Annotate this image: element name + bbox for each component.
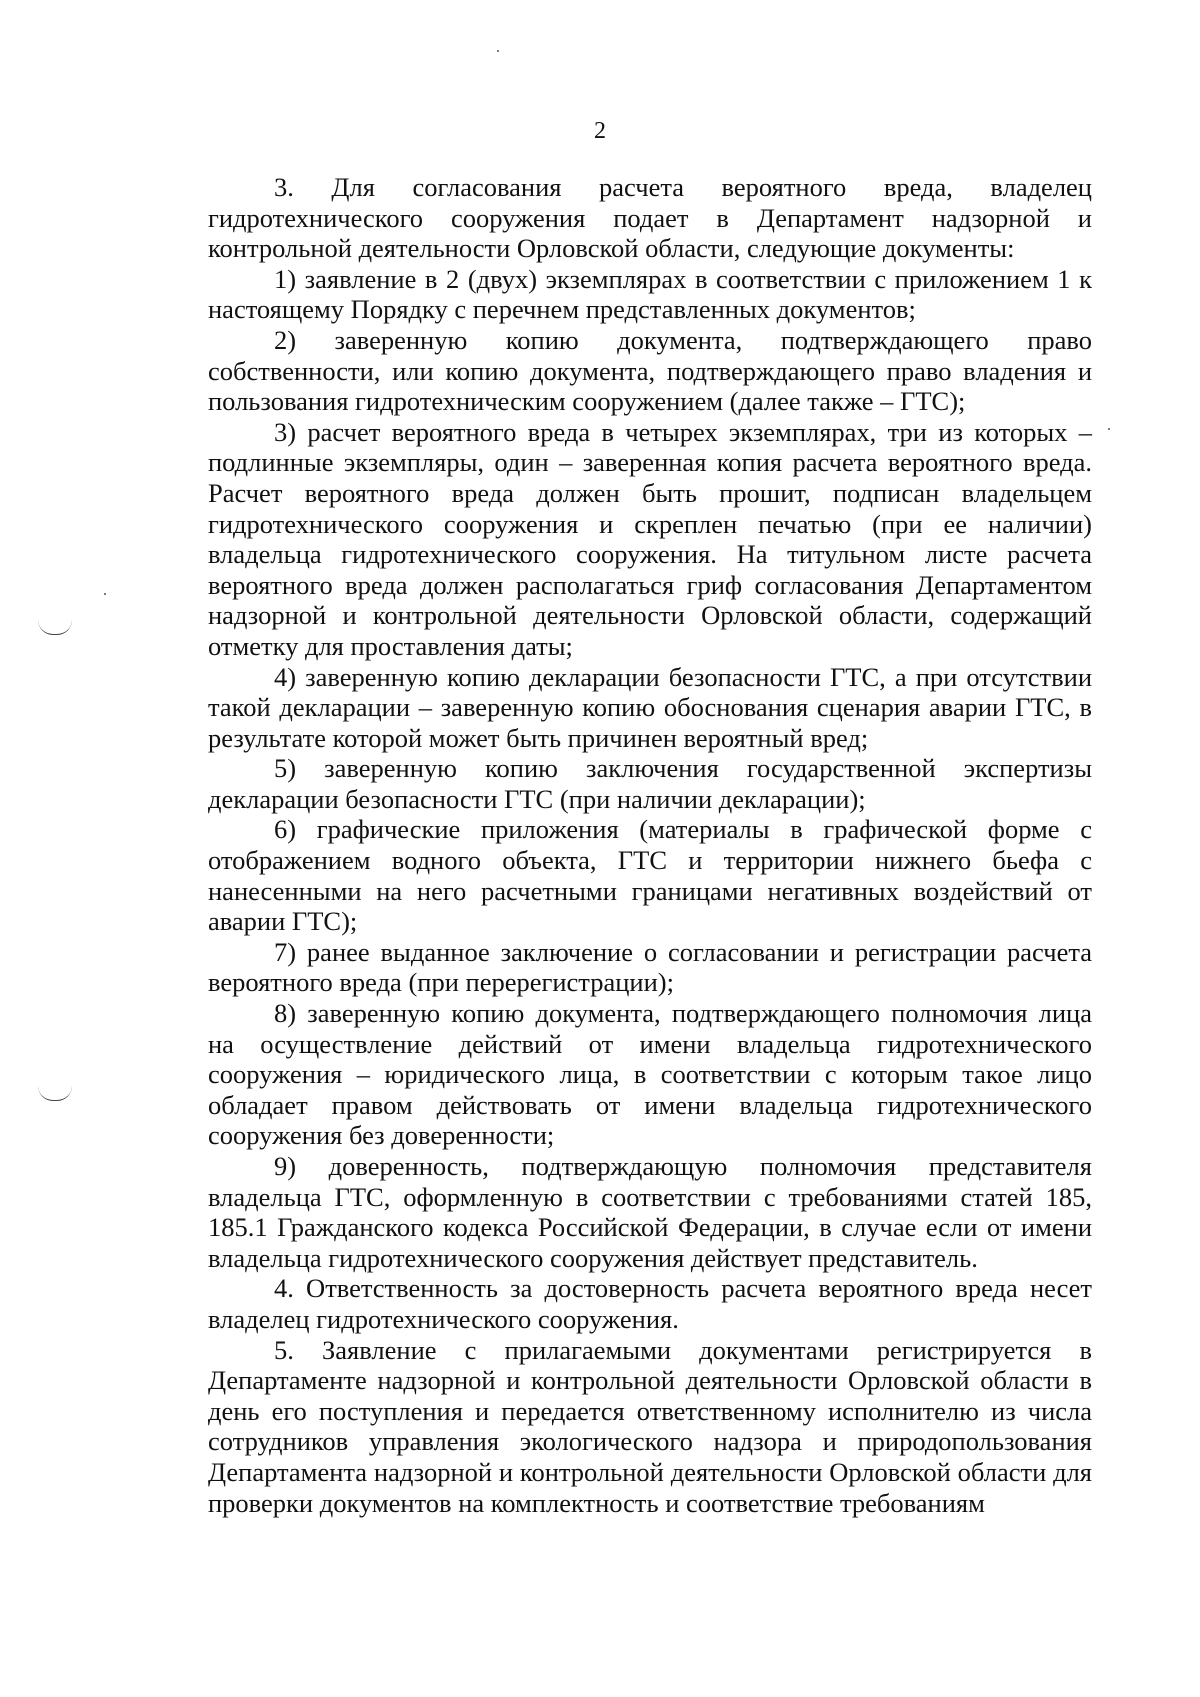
- document-body: [208, 172, 1092, 1518]
- list-item-9: 9) доверенность, подтверждающую полномочия представителя владельца ГТС, оформленную в соответствии с требованиями статей 185, 185.1 Гражданского кодекса Российской Федерации, в случае если от имени владельца гидротехнического сооружения действует представитель.: [208, 1151, 1092, 1273]
- scan-speck: [1108, 428, 1110, 430]
- list-item-7: 7) ранее выданное заключение о согласовании и регистрации расчета вероятного вреда (при перерегистрации);: [208, 936, 1092, 998]
- list-item-8: 8) заверенную копию документа, подтверждающего полномочия лица на осуществление действий от имени владельца гидротехнического сооружения – юридического лица, в соответствии с которым такое лицо обладает правом действовать от имени владельца гидротехнического сооружения без доверенности;: [208, 998, 1092, 1151]
- list-item-3: 3) расчет вероятного вреда в четырех экземплярах, три из которых – подлинные экземпляры, один – заверенная копия расчета вероятного вреда. Расчет вероятного вреда должен быть прошит, подписан владельцем гидротехнического сооружения и скреплен печатью (при ее наличии) владельца гидротехнического сооружения. На титульном листе расчета вероятного вреда должен располагаться гриф согласования Департаментом надзорной и контрольной деятельности Орловской области, содержащий отметку для проставления даты;: [208, 416, 1092, 661]
- paragraph-4: 4. Ответственность за достоверность расчета вероятного вреда несет владелец гидротехнического сооружения.: [208, 1273, 1092, 1334]
- paragraph-5: 5. Заявление с прилагаемыми документами регистрируется в Департаменте надзорной и контрольной деятельности Орловской области в день его поступления и передается ответственному исполнителю из числа сотрудников управления экологического надзора и природопользования Департамента надзорной и контрольной деятельности Орловской области для проверки документов на комплектность и соответствие требованиям: [208, 1334, 1092, 1518]
- paragraph-3: 3. Для согласования расчета вероятного вреда, владелец гидротехнического сооружения подает в Департамент надзорной и контрольной деятельности Орловской области, следующие документы:: [208, 172, 1092, 264]
- scan-speck: [497, 50, 499, 52]
- binding-mark: [38, 1086, 72, 1101]
- binding-mark: [38, 620, 72, 635]
- scan-speck: [104, 593, 106, 595]
- list-item-2: 2) заверенную копию документа, подтверждающего право собственности, или копию документа, подтверждающего право владения и пользования гидротехническим сооружением (далее также – ГТС);: [208, 324, 1092, 417]
- list-item-1: 1) заявление в 2 (двух) экземплярах в соответствии с приложением 1 к настоящему Порядку с перечнем представленных документов;: [208, 263, 1092, 325]
- page-number: 2: [594, 118, 606, 144]
- list-item-5: 5) заверенную копию заключения государственной экспертизы декларации безопасности ГТС (при наличии декларации);: [208, 753, 1092, 814]
- list-item-4: 4) заверенную копию декларации безопасности ГТС, а при отсутствии такой декларации – заверенную копию обоснования сценария аварии ГТС, в результате которой может быть причинен вероятный вред;: [208, 661, 1092, 753]
- list-item-6: 6) графические приложения (материалы в графической форме с отображением водного объекта, ГТС и территории нижнего бьефа с нанесенными на него расчетными границами негативных воздействий от аварии ГТС);: [208, 814, 1092, 937]
